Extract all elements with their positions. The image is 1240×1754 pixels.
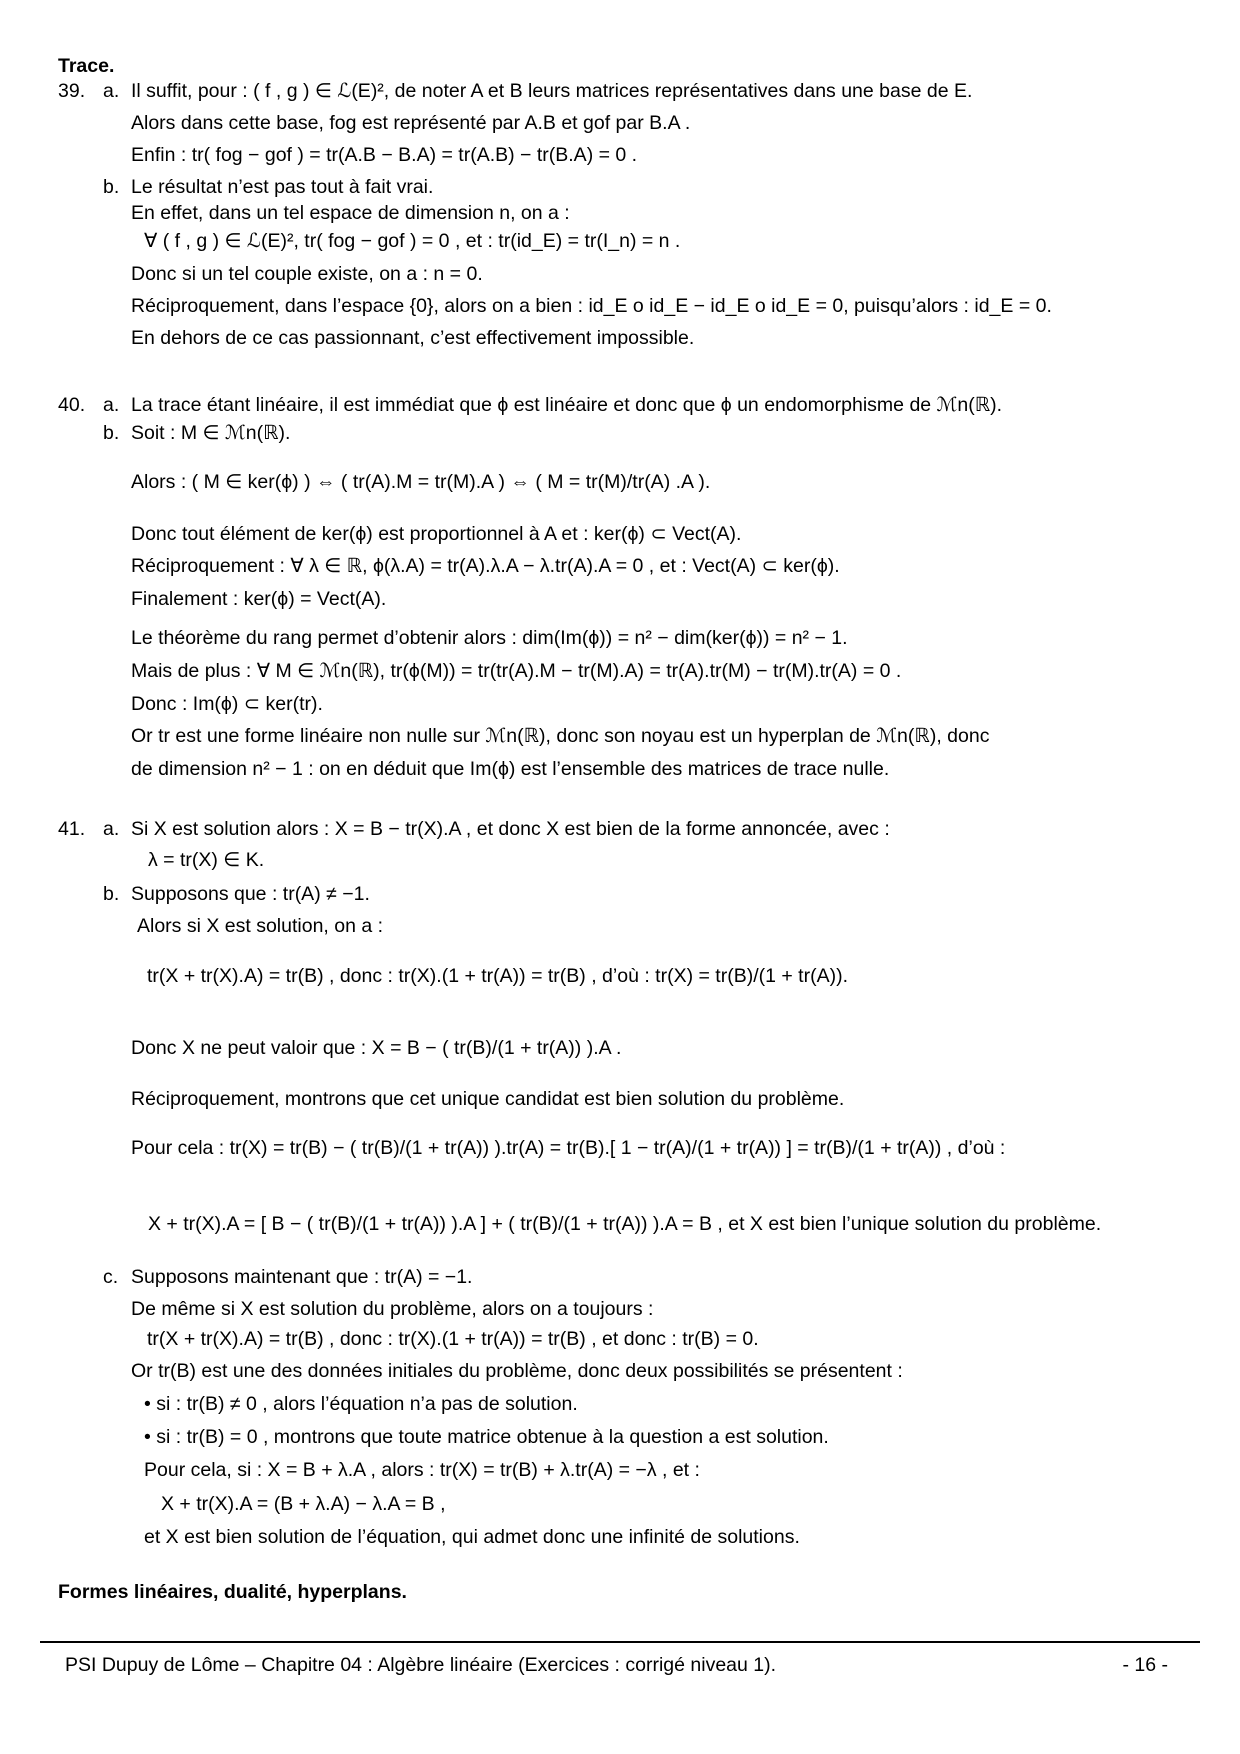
ex39-b-line5: Réciproquement, dans l’espace {0}, alors on a bien : id_E o id_E − id_E o id_E = 0, puisqu’alors : id_E = 0. [131,295,1052,317]
exercise-number-39: 39. [58,80,86,102]
ex39-b-line4: Donc si un tel couple existe, on a : n = 0. [131,263,483,285]
ex41-c-line8: X + tr(X).A = (B + λ.A) − λ.A = B , [161,1493,446,1515]
ex40-b-line9: Or tr est une forme linéaire non nulle sur ℳn(ℝ), donc son noyau est un hyperplan de ℳn(ℝ), donc [131,725,990,747]
ex40-b-line10: de dimension n² − 1 : on en déduit que Im(ϕ) est l’ensemble des matrices de trace nulle. [131,758,890,780]
ex41-c-line3: tr(X + tr(X).A) = tr(B) , donc : tr(X).(1 + tr(A)) = tr(B) , et donc : tr(B) = 0. [147,1328,759,1350]
ex41-b-label: b. [103,883,120,905]
page-number: - 16 - [1122,1654,1168,1676]
ex39-a-label: a. [103,80,120,102]
ex40-b-line1: Soit : M ∈ ℳn(ℝ). [131,422,291,444]
ex40-b-line6: Le théorème du rang permet d’obtenir alors : dim(Im(ϕ)) = n² − dim(ker(ϕ)) = n² − 1. [131,627,848,649]
ex41-b-line4: Donc X ne peut valoir que : X = B − ( tr(B)/(1 + tr(A)) ).A . [131,1037,622,1059]
ex39-b-label: b. [103,176,120,198]
ex39-a-line2: Alors dans cette base, fog est représenté par A.B et gof par B.A . [131,112,691,134]
ex41-c-line6: • si : tr(B) = 0 , montrons que toute matrice obtenue à la question a est solution. [144,1426,829,1448]
ex41-b-line2: Alors si X est solution, on a : [137,915,384,937]
ex39-b-line2: En effet, dans un tel espace de dimension n, on a : [131,202,570,224]
ex39-a-line3: Enfin : tr( fog − gof ) = tr(A.B − B.A) = tr(A.B) − tr(B.A) = 0 . [131,144,638,166]
ex41-b-line5: Réciproquement, montrons que cet unique candidat est bien solution du problème. [131,1088,845,1110]
ex40-b-line5: Finalement : ker(ϕ) = Vect(A). [131,588,387,610]
ex41-b-line6: Pour cela : tr(X) = tr(B) − ( tr(B)/(1 + tr(A)) ).tr(A) = tr(B).[ 1 − tr(A)/(1 + tr(A)) ] = tr(B)/(1 + tr(A)) , d’où : [131,1137,1006,1159]
ex40-a-label: a. [103,394,120,416]
section-title-formes-lineaires: Formes linéaires, dualité, hyperplans. [58,1581,407,1603]
ex39-b-line1: Le résultat n’est pas tout à fait vrai. [131,176,434,198]
ex41-a-line2: λ = tr(X) ∈ K. [148,849,265,871]
ex41-b-line3: tr(X + tr(X).A) = tr(B) , donc : tr(X).(1 + tr(A)) = tr(B) , d’où : tr(X) = tr(B)/(1 + tr(A)). [147,965,848,987]
footer-title: PSI Dupuy de Lôme – Chapitre 04 : Algèbre linéaire (Exercices : corrigé niveau 1). [65,1654,777,1676]
ex40-b-line8: Donc : Im(ϕ) ⊂ ker(tr). [131,693,323,715]
exercise-number-40: 40. [58,394,86,416]
ex40-b-line2: Alors : ( M ∈ ker(ϕ) ) ⇔ ( tr(A).M = tr(M).A ) ⇔ ( M = tr(M)/tr(A) .A ). [131,471,711,493]
ex41-c-line4: Or tr(B) est une des données initiales du problème, donc deux possibilités se présentent : [131,1360,903,1382]
ex41-c-line5: • si : tr(B) ≠ 0 , alors l’équation n’a pas de solution. [144,1393,578,1415]
ex41-c-line1: Supposons maintenant que : tr(A) = −1. [131,1266,473,1288]
ex40-b-line3: Donc tout élément de ker(ϕ) est proportionnel à A et : ker(ϕ) ⊂ Vect(A). [131,523,742,545]
ex41-c-line7: Pour cela, si : X = B + λ.A , alors : tr(X) = tr(B) + λ.tr(A) = −λ , et : [144,1459,700,1481]
footer-rule [40,1641,1200,1643]
ex39-a-line1: Il suffit, pour : ( f , g ) ∈ ℒ(E)², de noter A et B leurs matrices représentatives dans une base de E. [131,80,973,102]
exercise-number-41: 41. [58,818,86,840]
ex40-b-line4: Réciproquement : ∀ λ ∈ ℝ, ϕ(λ.A) = tr(A).λ.A − λ.tr(A).A = 0 , et : Vect(A) ⊂ ker(ϕ). [131,555,840,577]
ex41-b-line1: Supposons que : tr(A) ≠ −1. [131,883,370,905]
ex41-c-line2: De même si X est solution du problème, alors on a toujours : [131,1298,654,1320]
ex40-a-line1: La trace étant linéaire, il est immédiat que ϕ est linéaire et donc que ϕ un endomorphisme de ℳn(ℝ). [131,394,1003,416]
ex41-b-line7: X + tr(X).A = [ B − ( tr(B)/(1 + tr(A)) ).A ] + ( tr(B)/(1 + tr(A)) ).A = B , et X est bien l’unique solution du problème. [148,1213,1102,1235]
ex41-c-line9: et X est bien solution de l’équation, qui admet donc une infinité de solutions. [144,1526,800,1548]
ex41-a-line1: Si X est solution alors : X = B − tr(X).A , et donc X est bien de la forme annoncée, avec : [131,818,890,840]
ex39-b-line6: En dehors de ce cas passionnant, c’est effectivement impossible. [131,327,695,349]
ex40-b-line7: Mais de plus : ∀ M ∈ ℳn(ℝ), tr(ϕ(M)) = tr(tr(A).M − tr(M).A) = tr(A).tr(M) − tr(M).tr(A) = 0 . [131,660,902,682]
ex40-b-label: b. [103,422,120,444]
ex39-b-line3: ∀ ( f , g ) ∈ ℒ(E)², tr( fog − gof ) = 0 , et : tr(id_E) = tr(I_n) = n . [144,230,681,252]
section-title-trace: Trace. [58,55,115,77]
ex41-c-label: c. [103,1266,119,1288]
ex41-a-label: a. [103,818,120,840]
